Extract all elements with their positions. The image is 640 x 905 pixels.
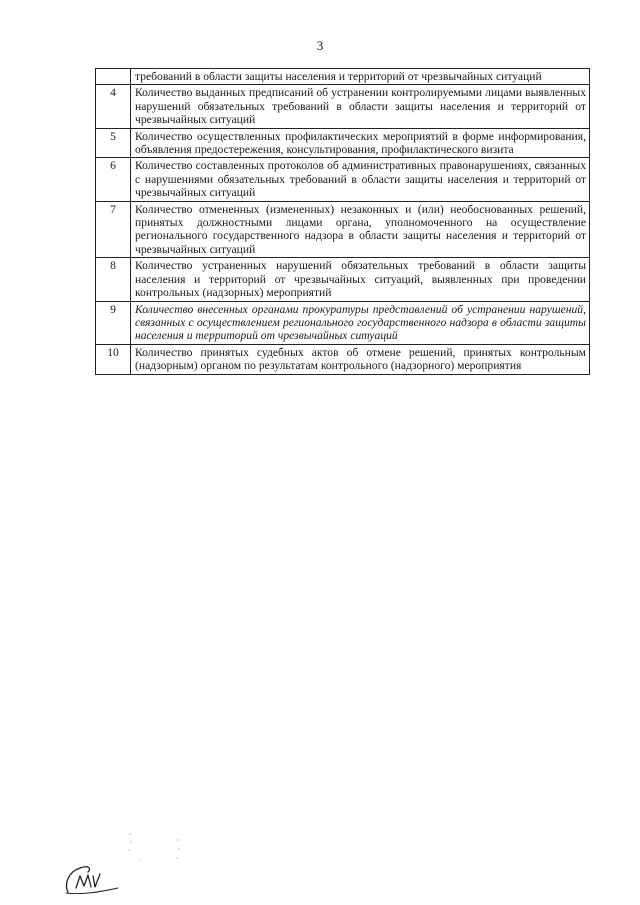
row-text: Количество выданных предписаний об устранении контролируемыми лицами выявленных нарушений обязательных требований в области защиты населения и территорий от чрезвычайных ситуаций (131, 85, 590, 128)
row-text: Количество составленных протоколов об административных правонарушениях, связанных с нарушениями обязательных требований в области защиты населения и территорий от чрезвычайных ситуаций (131, 158, 590, 201)
row-number (96, 69, 131, 85)
row-number: 6 (96, 158, 131, 201)
table-row (96, 158, 590, 201)
page-number: 3 (316, 38, 324, 53)
row-text: Количество осуществленных профилактических мероприятий в форме информирования, объявления предостережения, консультирования, профилактического визита (131, 128, 590, 158)
row-number: 7 (96, 201, 131, 258)
row-text: Количество внесенных органами прокуратуры представлений об устранении нарушений, связанных с осуществлением регионального государственного надзора в области защиты населения и территорий от чрезвычайных ситуаций (131, 301, 590, 344)
row-number: 4 (96, 85, 131, 128)
table-row (96, 85, 590, 128)
row-number: 8 (96, 258, 131, 301)
row-number: 5 (96, 128, 131, 158)
table-row (96, 344, 590, 374)
table-row (96, 69, 590, 85)
row-text: требований в области защиты населения и территорий от чрезвычайных ситуаций (131, 69, 590, 85)
row-text: Количество отмененных (измененных) незаконных и (или) необоснованных решений, принятых должностными лицами органа, уполномоченного на осуществление регионального государственного надзора в области защиты населения и территорий от чрезвычайных ситуаций (131, 201, 590, 258)
row-number: 10 (96, 344, 131, 374)
table-row (96, 128, 590, 158)
row-text: Количество устраненных нарушений обязательных требований в области защиты населения и территорий от чрезвычайных ситуаций, выявленных при проведении контрольных (надзорных) мероприятий (131, 258, 590, 301)
table-row (96, 301, 590, 344)
row-text: Количество принятых судебных актов об отмене решений, принятых контрольным (надзорным) органом по результатам контрольного (надзорного) мероприятия (131, 344, 590, 374)
table-row (96, 201, 590, 258)
table-row (96, 258, 590, 301)
row-number: 9 (96, 301, 131, 344)
indicators-table (95, 68, 590, 375)
scan-speckles (120, 830, 190, 870)
handwritten-initials-signature (62, 862, 122, 896)
